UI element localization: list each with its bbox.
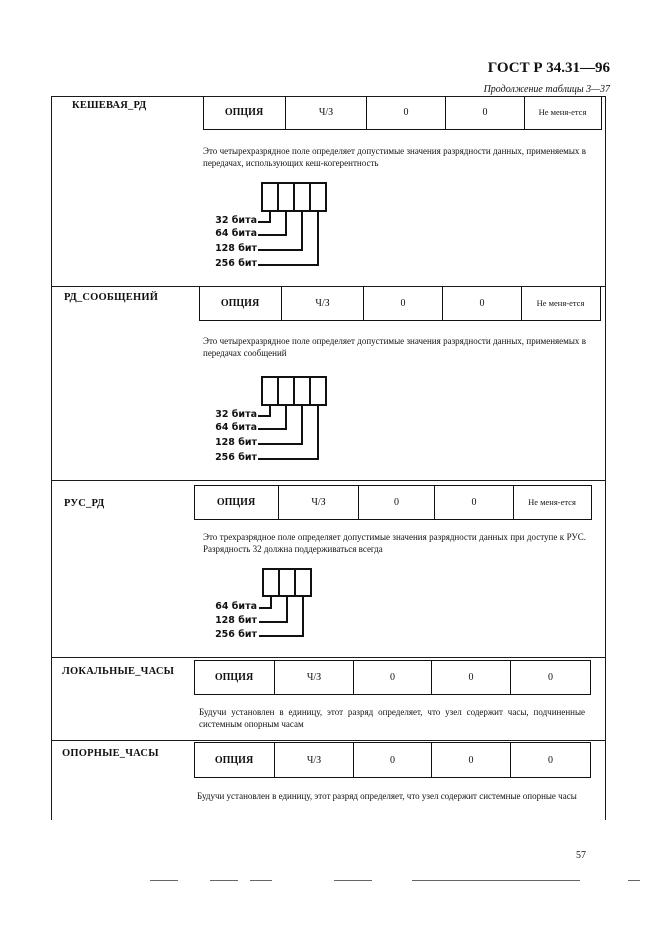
cell-type: ОПЦИЯ <box>214 672 254 683</box>
cell-access: Ч/З <box>274 661 353 694</box>
cell-value: 0 <box>434 486 513 519</box>
bit-label: 32 бита <box>215 409 257 420</box>
field-name: РУС_РД <box>64 498 105 509</box>
scan-artifact <box>334 880 372 881</box>
cell-reset: 0 <box>510 661 590 694</box>
cell-type: ОПЦИЯ <box>216 497 256 508</box>
bit-field-diagram <box>200 178 330 274</box>
cell-access: Ч/З <box>274 743 353 777</box>
field-description: Будучи установлен в единицу, этот разряд определяет, что узел содержит системные опорные часы <box>197 791 577 801</box>
scan-artifact <box>210 880 238 881</box>
bit-label: 128 бит <box>215 437 257 448</box>
cell-access: Ч/З <box>278 486 358 519</box>
bit-label: 64 бита <box>215 422 257 433</box>
cell-value: 0 <box>366 96 445 129</box>
bit-label: 256 бит <box>215 452 257 463</box>
bit-label: 256 бит <box>215 258 257 269</box>
bit-label: 128 бит <box>215 243 257 254</box>
cell-reset: 0 <box>510 743 590 777</box>
table-continuation-note: Продолжение таблицы 3—37 <box>483 84 610 95</box>
cell-type: ОПЦИЯ <box>220 297 260 309</box>
cell-access: Ч/З <box>281 286 363 320</box>
page-number: 57 <box>576 850 586 861</box>
cell-value: 0 <box>353 661 431 694</box>
bit-label: 64 бита <box>215 601 257 612</box>
cell-value: 0 <box>358 486 434 519</box>
cell-value: 0 <box>431 743 510 777</box>
scan-artifact <box>150 880 178 881</box>
attribute-table <box>194 742 591 778</box>
cell-reset: Не меня-ется <box>513 486 590 519</box>
bit-field-diagram <box>200 372 330 468</box>
scan-artifact <box>250 880 272 881</box>
attribute-table <box>199 286 601 321</box>
cell-value: 0 <box>445 96 524 129</box>
standard-code: ГОСТ Р 34.31—96 <box>487 60 610 76</box>
field-name: ОПОРНЫЕ_ЧАСЫ <box>62 748 159 759</box>
field-description: Будучи установлен в единицу, этот разряд определяет, что узел содержит часы, подчиненные системным опорным часам <box>199 707 585 729</box>
field-name: ЛОКАЛЬНЫЕ_ЧАСЫ <box>62 666 175 677</box>
field-name: РД_СООБЩЕНИЙ <box>64 292 159 303</box>
cell-type: ОПЦИЯ <box>214 754 254 766</box>
cell-value: 0 <box>353 743 431 777</box>
cell-value: 0 <box>431 661 510 694</box>
scan-artifact <box>412 880 580 881</box>
cell-access: Ч/З <box>285 96 366 129</box>
table-left-border <box>51 96 52 820</box>
bit-label: 128 бит <box>215 615 257 626</box>
cell-type: ОПЦИЯ <box>224 107 264 118</box>
field-description: Это четырехразрядное поле определяет допустимые значения разрядности данных, применяемых в передачах сообщений <box>203 336 586 358</box>
scan-artifact <box>628 880 640 881</box>
field-description: Это четырехразрядное поле определяет допустимые значения разрядности данных, применяемых в передачах, использующих кеш-когерентность <box>203 146 586 168</box>
row-separator <box>51 480 606 481</box>
bit-label: 64 бита <box>215 228 257 239</box>
cell-reset: Не меня-ется <box>521 286 599 320</box>
attribute-table <box>203 96 602 130</box>
attribute-table <box>194 660 591 695</box>
field-name: КЕШЕВАЯ_РД <box>72 100 147 111</box>
bit-label: 32 бита <box>215 215 257 226</box>
row-separator <box>51 657 606 658</box>
cell-reset: Не меня-ется <box>524 96 600 129</box>
attribute-table <box>194 485 592 520</box>
cell-value: 0 <box>442 286 521 320</box>
row-separator <box>51 740 606 741</box>
field-description: Это трехразрядное поле определяет допустимые значения разрядности данных при доступе к РУС. Разрядность 32 должна поддерживаться всегда <box>203 532 586 554</box>
cell-value: 0 <box>363 286 442 320</box>
bit-label: 256 бит <box>215 629 257 640</box>
bit-field-diagram <box>205 564 325 646</box>
table-right-border <box>605 96 606 820</box>
